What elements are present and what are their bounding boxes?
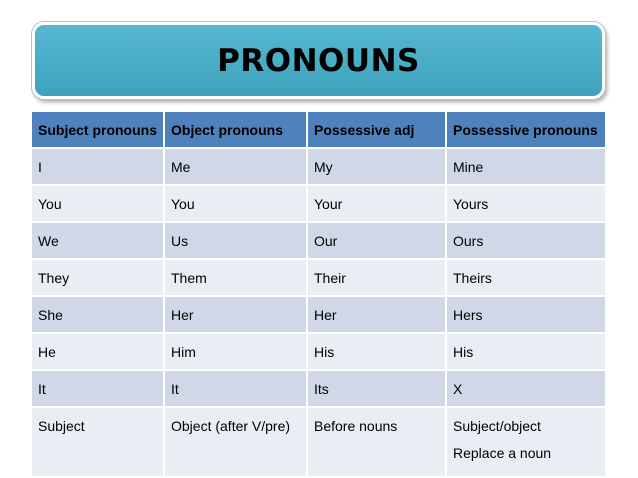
table-cell: We: [32, 222, 164, 259]
table-row: [32, 148, 605, 185]
header-object-pronouns: Object pronouns: [164, 112, 307, 148]
table-cell: My: [307, 148, 446, 185]
table-cell: Yours: [446, 185, 605, 222]
page-title: PRONOUNS: [217, 42, 420, 79]
table-cell: I: [32, 148, 164, 185]
table-cell: Them: [164, 259, 307, 296]
table-cell: It: [164, 370, 307, 407]
table-cell: Theirs: [446, 259, 605, 296]
table-row: [32, 259, 605, 296]
table-row: [32, 370, 605, 407]
title-banner: [32, 22, 605, 99]
table-cell-multiline: [446, 407, 605, 476]
header-row: [32, 112, 605, 148]
header-possessive-pronouns: Possessive pronouns: [446, 112, 605, 148]
table-cell: Before nouns: [307, 407, 446, 476]
table-cell: Her: [164, 296, 307, 333]
table-row: [32, 296, 605, 333]
table-cell: Ours: [446, 222, 605, 259]
table-cell: It: [32, 370, 164, 407]
table-cell: Your: [307, 185, 446, 222]
cell-line: Replace a noun: [453, 445, 552, 461]
header-possessive-adj: Possessive adj: [307, 112, 446, 148]
table-row: [32, 185, 605, 222]
table-cell: Her: [307, 296, 446, 333]
table-cell: He: [32, 333, 164, 370]
cell-line: Subject/object: [453, 418, 541, 434]
table-cell: Object (after V/pre): [164, 407, 307, 476]
pronouns-table: [32, 112, 605, 476]
header-subject-pronouns: Subject pronouns: [32, 112, 164, 148]
table-cell: You: [164, 185, 307, 222]
table-row: [32, 333, 605, 370]
table-row-usage: [32, 407, 605, 476]
table-cell: Us: [164, 222, 307, 259]
table-cell: Me: [164, 148, 307, 185]
table-cell: Our: [307, 222, 446, 259]
table-cell: She: [32, 296, 164, 333]
table-cell: Mine: [446, 148, 605, 185]
table-cell: His: [307, 333, 446, 370]
table-cell: Their: [307, 259, 446, 296]
table-cell: You: [32, 185, 164, 222]
table-cell: Him: [164, 333, 307, 370]
table-cell: They: [32, 259, 164, 296]
table-row: [32, 222, 605, 259]
table-cell: Subject: [32, 407, 164, 476]
table-cell: His: [446, 333, 605, 370]
table-cell: X: [446, 370, 605, 407]
table-cell: Hers: [446, 296, 605, 333]
table-cell: Its: [307, 370, 446, 407]
